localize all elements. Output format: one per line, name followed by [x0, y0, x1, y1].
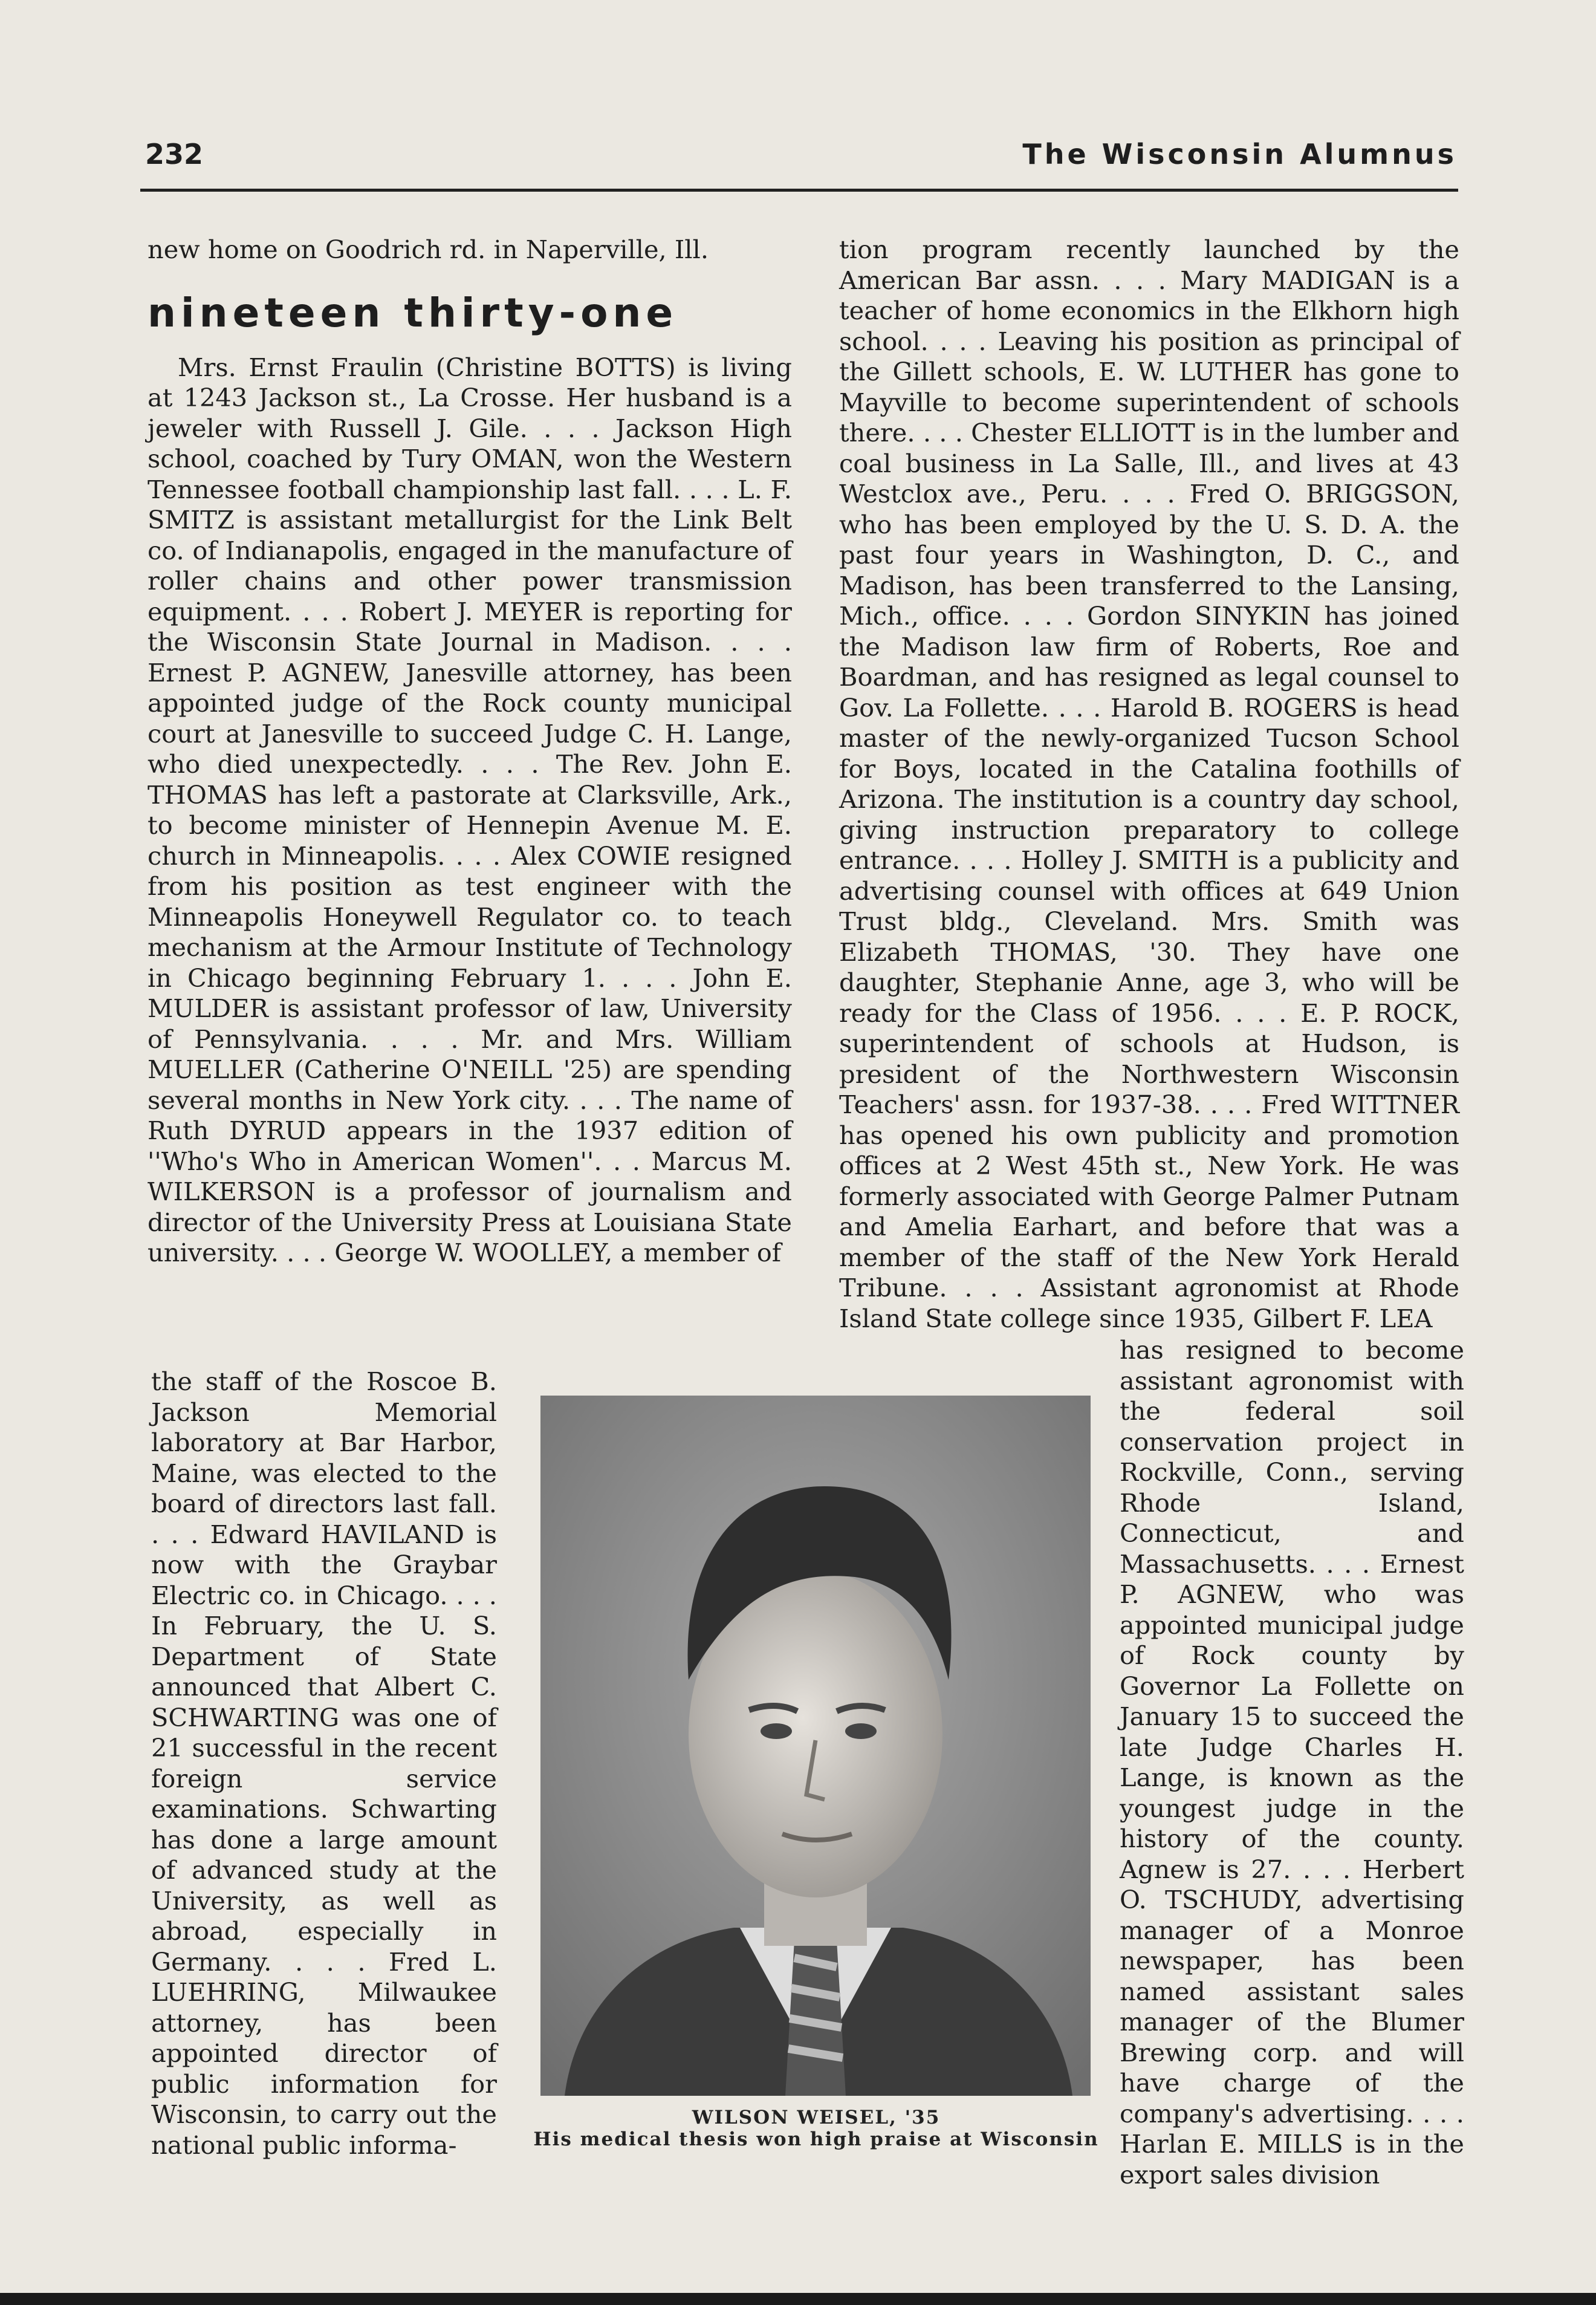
section-heading: nineteen thirty-one	[148, 289, 678, 336]
caption-name: WILSON WEISEL, '35	[692, 2107, 941, 2128]
publication-title: The Wisconsin Alumnus	[1022, 138, 1457, 171]
portrait-illustration	[540, 1396, 1091, 2096]
column-right-bottom	[1120, 1335, 1464, 2190]
caption-text: His medical thesis won high praise at Wisconsin	[533, 2128, 1099, 2150]
intro-line: new home on Goodrich rd. in Naperville, Ill.	[148, 235, 709, 264]
page-number: 232	[145, 138, 204, 171]
column-left-text-top: Mrs. Ernst Fraulin (Christine BOTTS) is living at 1243 Jackson st., La Crosse. Her husband is a jeweler with Russell J. Gile. . . . Jackson High school, coached by Tury OMAN, won the Western Tennessee football championship last fall. . . . L. F. SMITZ is assistant metallurgist for the Link Belt co. of Indianapolis, engaged in the manufacture of roller chains and other power transmission equipment. . . . Robert J. MEYER is reporting for the Wisconsin State Journal in Madison. . . . Ernest P. AGNEW, Janesville attorney, has been appointed judge of the Rock county municipal court at Janesville to succeed Judge C. H. Lange, who died unexpectedly. . . . The Rev. John E. THOMAS has left a pastorate at Clarksville, Ark., to become minister of Hennepin Avenue M. E. church in Minneapolis. . . . Alex COWIE resigned from his position as test engineer with the Minneapolis Honeywell Regulator co. to teach mechanism at the Armour Institute of Technology in Chicago beginning February 1. . . . John E. MULDER is assistant professor of law, University of Pennsylvania. . . . Mr. and Mrs. William MUELLER (Catherine O'NEILL '25) are spending several months in New York city. . . . The name of Ruth DYRUD appears in the 1937 edition of ''Who's Who in American Women''. . . Marcus M. WILKERSON is a professor of journalism and director of the University Press at Louisiana State university. . . . George W. WOOLLEY, a member of	[148, 352, 792, 1267]
page-header	[145, 138, 1457, 186]
photo-caption	[532, 2107, 1100, 2150]
page-bottom-edge	[0, 2293, 1596, 2305]
column-left-top	[148, 235, 792, 1269]
column-left-text-bottom: the staff of the Roscoe B. Jackson Memorial laboratory at Bar Harbor, Maine, was elected to the board of directors last fall. . . . Edward HAVILAND is now with the Graybar Electric co. in Chicago. . . . In February, the U. S. Department of State announced that Albert C. SCHWARTING was one of 21 successful in the recent foreign service examinations. Schwarting has done a large amount of advanced study at the University, as well as abroad, especially in Germany. . . . Fred L. LUEHRING, Milwaukee attorney, has been appointed director of public information for Wisconsin, to carry out the national public informa-	[151, 1367, 497, 2160]
portrait-photo	[540, 1396, 1091, 2096]
column-right-top	[839, 235, 1459, 1334]
column-right-text-top: tion program recently launched by the American Bar assn. . . . Mary MADIGAN is a teacher of home economics in the Elkhorn high school. . . . Leaving his position as principal of the Gillett schools, E. W. LUTHER has gone to Mayville to become superintendent of schools there. . . . Chester ELLIOTT is in the lumber and coal business in La Salle, Ill., and lives at 43 Westclox ave., Peru. . . . Fred O. BRIGGSON, who has been employed by the U. S. D. A. the past four years in Washington, D. C., and Madison, has been transferred to the Lansing, Mich., office. . . . Gordon SINYKIN has joined the Madison law firm of Roberts, Roe and Boardman, and has resigned as legal counsel to Gov. La Follette. . . . Harold B. ROGERS is head master of the newly-organized Tucson School for Boys, located in the Catalina foothills of Arizona. The institution is a country day school, giving instruction preparatory to college entrance. . . . Holley J. SMITH is a publicity and advertising counsel with offices at 649 Union Trust bldg., Cleveland. Mrs. Smith was Elizabeth THOMAS, '30. They have one daughter, Stephanie Anne, age 3, who will be ready for the Class of 1956. . . . E. P. ROCK, superintendent of schools at Hudson, is president of the Northwestern Wisconsin Teachers' assn. for 1937-38. . . . Fred WITTNER has opened his own publicity and promotion offices at 2 West 45th st., New York. He was formerly associated with George Palmer Putnam and Amelia Earhart, and before that was a member of the staff of the New York Herald Tribune. . . . Assistant agronomist at Rhode Island State college since 1935, Gilbert F. LEA	[839, 235, 1459, 1333]
header-rule	[140, 189, 1458, 192]
column-right-text-bottom: has resigned to become assistant agronomist with the federal soil conservation project in Rockville, Conn., serving Rhode Island, Connecticut, and Massachusetts. . . . Ernest P. AGNEW, who was appointed municipal judge of Rock county by Governor La Follette on January 15 to succeed the late Judge Charles H. Lange, is known as the youngest judge in the history of the county. Agnew is 27. . . . Herbert O. TSCHUDY, advertising manager of a Monroe newspaper, has been named assistant sales manager of the Blumer Brewing corp. and will have charge of the company's advertising. . . . Harlan E. MILLS is in the export sales division	[1120, 1335, 1464, 2190]
column-left-bottom	[151, 1367, 497, 2160]
